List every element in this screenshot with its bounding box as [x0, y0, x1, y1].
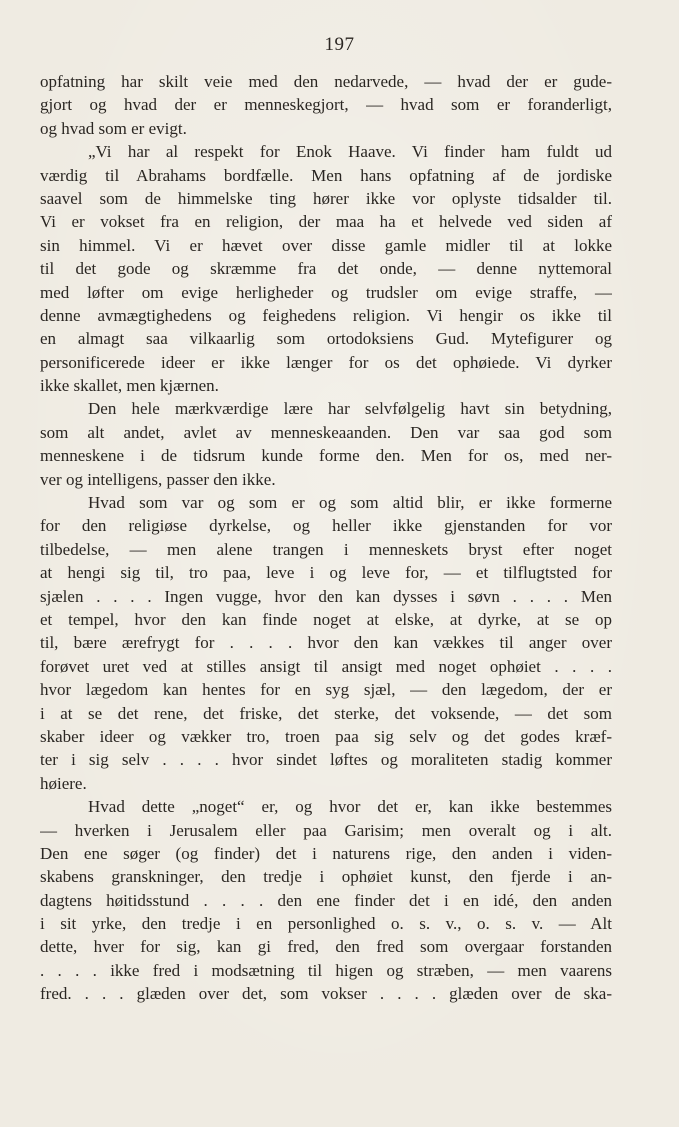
text-line: skaber ideer og vækker tro, troen paa sig selv og det godes kræf- [40, 726, 612, 746]
text-line: en almagt saa vilkaarlig som ortodoksiens Gud. Mytefigurer og [40, 329, 612, 349]
text-line: menneskene i de tidsrum kunde forme den. Men for os, med ner- [40, 446, 612, 466]
text-line: saavel som de himmelske ting hører ikke vor oplyste tidsalder til. [40, 188, 612, 208]
text-line: skabens granskninger, den tredje i ophøiet kunst, den fjerde i an- [40, 867, 612, 887]
text-line: denne avmægtighedens og feighedens religion. Vi hengir os ikke til [40, 305, 612, 325]
text-line: fred. . . . glæden over det, som vokser . . . . glæden over de ska- [40, 984, 612, 1004]
text-line: Hvad som var og som er og som altid blir, er ikke formerne [88, 493, 612, 513]
body-text [40, 70, 612, 1006]
text-line: personificerede ideer er ikke længer for os det ophøiede. Vi dyrker [40, 352, 612, 372]
text-line: dette, hver for sig, kan gi fred, den fred som overgaar forstanden [40, 937, 612, 957]
text-line: høiere. [40, 773, 87, 793]
text-line: som alt andet, avlet av menneskeaanden. Den var saa god som [40, 422, 612, 442]
text-line: tilbedelse, — men alene trangen i menneskets bryst efter noget [40, 539, 612, 559]
text-line: at hengi sig til, tro paa, leve i og leve for, — et tilflugtsted for [40, 563, 612, 583]
text-line: sin himmel. Vi er hævet over disse gamle midler til at lokke [40, 235, 612, 255]
text-line: et tempel, hvor den kan finde noget at elske, at dyrke, at se op [40, 609, 612, 629]
text-line: Hvad dette „noget“ er, og hvor det er, kan ikke bestemmes [88, 797, 612, 817]
text-line: „Vi har al respekt for Enok Haave. Vi finder ham fuldt ud [88, 142, 612, 162]
text-line: — hverken i Jerusalem eller paa Garisim; men overalt og i alt. [40, 820, 612, 840]
text-line: ikke skallet, men kjærnen. [40, 376, 219, 396]
page-number: 197 [324, 34, 355, 55]
text-line: og hvad som er evigt. [40, 118, 187, 138]
text-line: gjort og hvad der er menneskegjort, — hvad som er foranderligt, [40, 95, 612, 115]
text-line: Den ene søger (og finder) det i naturens rige, den anden i viden- [40, 843, 612, 863]
text-line: hvor lægedom kan hentes for en syg sjæl, — den lægedom, der er [40, 680, 612, 700]
text-line: opfatning har skilt veie med den nedarvede, — hvad der er gude- [40, 72, 612, 91]
text-line: ver og intelligens, passer den ikke. [40, 469, 276, 489]
text-line: værdig til Abrahams bordfælle. Men hans opfatning af de jordiske [40, 165, 612, 185]
text-line: forøvet uret ved at stilles ansigt til ansigt med noget ophøiet . . . . [40, 656, 612, 676]
text-line: til det gode og skræmme fra det onde, — denne nyttemoral [40, 259, 612, 279]
text-line: i sit yrke, den tredje i en personlighed o. s. v., o. s. v. — Alt [40, 914, 612, 934]
text-line: dagtens høitidsstund . . . . den ene finder det i en idé, den anden [40, 890, 612, 910]
text-line: Vi er vokset fra en religion, der maa ha et helvede ved siden af [40, 212, 612, 232]
text-line: i at se det rene, det friske, det sterke, det voksende, — det som [40, 703, 612, 723]
text-line: sjælen . . . . Ingen vugge, hvor den kan dysses i søvn . . . . Men [40, 586, 612, 606]
text-line: med løfter om evige herligheder og trudsler om evige straffe, — [40, 282, 612, 302]
text-line: Den hele mærkværdige lære har selvfølgelig havt sin betydning, [88, 399, 612, 419]
text-line: . . . . ikke fred i modsætning til higen og stræben, — men vaarens [40, 960, 612, 980]
text-line: for den religiøse dyrkelse, og heller ikke gjenstanden for vor [40, 516, 612, 536]
text-line: ter i sig selv . . . . hvor sindet løftes og moraliteten stadig kommer [40, 750, 612, 770]
text-line: til, bære ærefrygt for . . . . hvor den kan vækkes til anger over [40, 633, 612, 653]
